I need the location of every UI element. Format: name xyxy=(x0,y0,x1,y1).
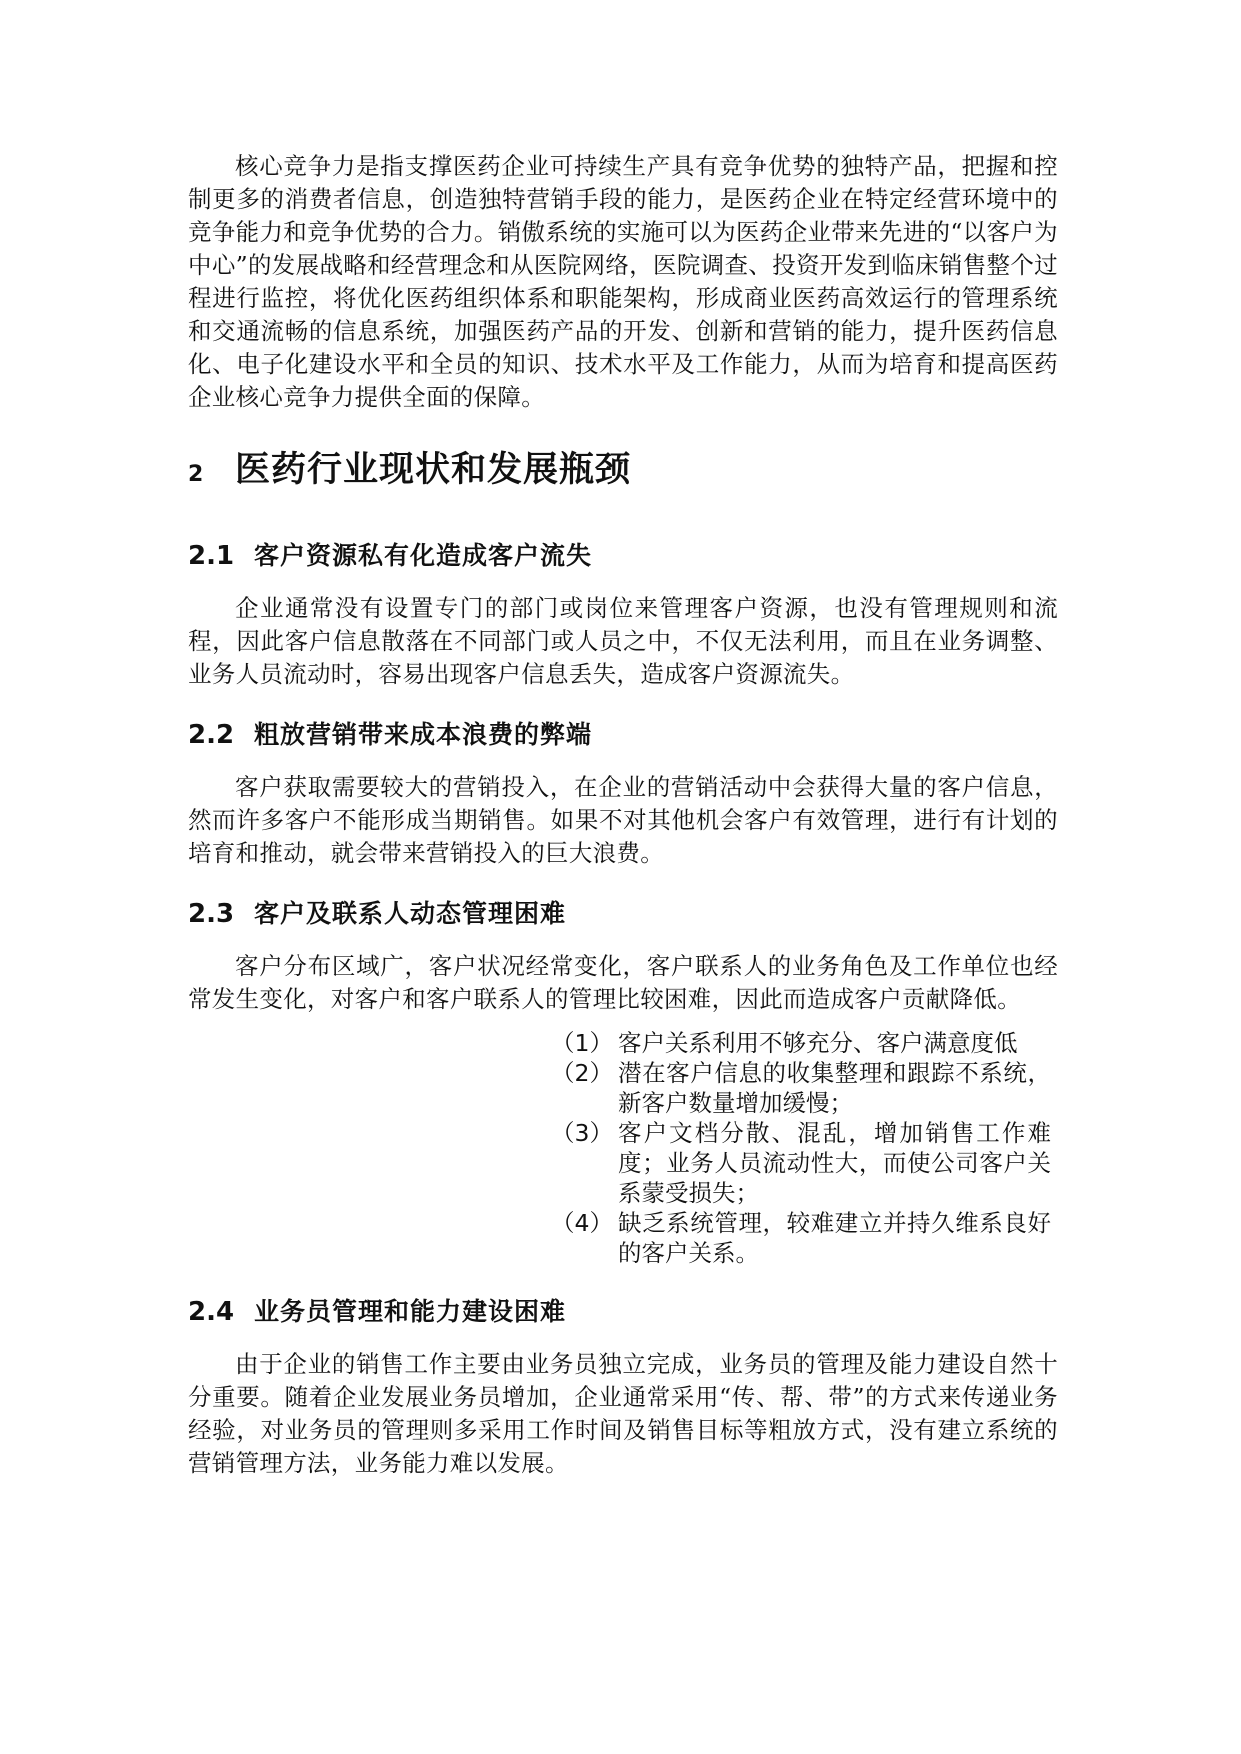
chapter-heading xyxy=(188,442,1058,512)
list-text: 客户关系利用不够充分、客户满意度低 xyxy=(618,1029,1018,1057)
section-paragraph: 客户获取需要较大的营销投入，在企业的营销活动中会获得大量的客户信息，然而许多客户不能形成当期销售。如果不对其他机会客户有效管理，进行有计划的培育和推动，就会带来营销投入的巨大浪费。 xyxy=(188,773,1058,867)
section-heading xyxy=(188,536,1058,572)
section-number: 2.2 xyxy=(188,720,235,750)
document-body xyxy=(188,150,1058,1488)
section-number: 2.3 xyxy=(188,899,235,929)
list-item xyxy=(551,1028,1051,1058)
section-paragraph: 由于企业的销售工作主要由业务员独立完成，业务员的管理及能力建设自然十分重要。随着企业发展业务员增加，企业通常采用“传、帮、带”的方式来传递业务经验，对业务员的管理则多采用工作时间及销售目标等粗放方式，没有建立系统的营销管理方法，业务能力难以发展。 xyxy=(188,1350,1058,1477)
section-paragraph: 客户分布区域广，客户状况经常变化，客户联系人的业务角色及工作单位也经常发生变化，对客户和客户联系人的管理比较困难，因此而造成客户贡献降低。 xyxy=(188,952,1058,1013)
section-title: 业务员管理和能力建设困难 xyxy=(254,1297,567,1326)
section-title: 客户及联系人动态管理困难 xyxy=(254,899,567,928)
list-marker: （2） xyxy=(551,1059,613,1087)
section-2-2 xyxy=(188,715,1058,870)
section-title: 粗放营销带来成本浪费的弊端 xyxy=(254,720,593,749)
list-item xyxy=(551,1058,1051,1118)
list-text: 客户文档分散、混乱，增加销售工作难度；业务人员流动性大，而使公司客户关系蒙受损失； xyxy=(618,1119,1051,1207)
list-item xyxy=(551,1208,1051,1268)
section-heading xyxy=(188,894,1058,930)
section-2-4 xyxy=(188,1292,1058,1480)
intro-paragraph: 核心竞争力是指支撑医药企业可持续生产具有竞争优势的独特产品，把握和控制更多的消费者信息，创造独特营销手段的能力，是医药企业在特定经营环境中的竞争能力和竞争优势的合力。销傲系统的实施可以为医药企业带来先进的“以客户为中心”的发展战略和经营理念和从医院网络，医院调查、投资开发到临床销售整个过程进行监控，将优化医药组织体系和职能架构，形成商业医药高效运行的管理系统和交通流畅的信息系统，加强医药产品的开发、创新和营销的能力，提升医药信息化、电子化建设水平和全员的知识、技术水平及工作能力，从而为培育和提高医药企业核心竞争力提供全面的保障。 xyxy=(188,152,1058,411)
list-marker: （3） xyxy=(551,1119,613,1147)
section-number: 2.4 xyxy=(188,1297,235,1327)
chapter-title: 医药行业现状和发展瓶颈 xyxy=(235,450,632,490)
problem-list xyxy=(551,1028,1051,1268)
list-text: 缺乏系统管理，较难建立并持久维系良好的客户关系。 xyxy=(618,1209,1051,1267)
section-heading xyxy=(188,1292,1058,1328)
section-title: 客户资源私有化造成客户流失 xyxy=(254,541,593,570)
section-paragraph: 企业通常没有设置专门的部门或岗位来管理客户资源，也没有管理规则和流程，因此客户信息散落在不同部门或人员之中，不仅无法利用，而且在业务调整、业务人员流动时，容易出现客户信息丢失，造成客户资源流失。 xyxy=(188,594,1058,688)
section-2-1 xyxy=(188,536,1058,691)
list-text: 潜在客户信息的收集整理和跟踪不系统，新客户数量增加缓慢； xyxy=(618,1059,1051,1117)
section-2-3 xyxy=(188,894,1058,1268)
list-marker: （1） xyxy=(551,1029,613,1057)
section-number: 2.1 xyxy=(188,541,235,571)
list-item xyxy=(551,1118,1051,1208)
chapter-number: 2 xyxy=(188,462,204,487)
list-marker: （4） xyxy=(551,1209,613,1237)
section-heading xyxy=(188,715,1058,751)
